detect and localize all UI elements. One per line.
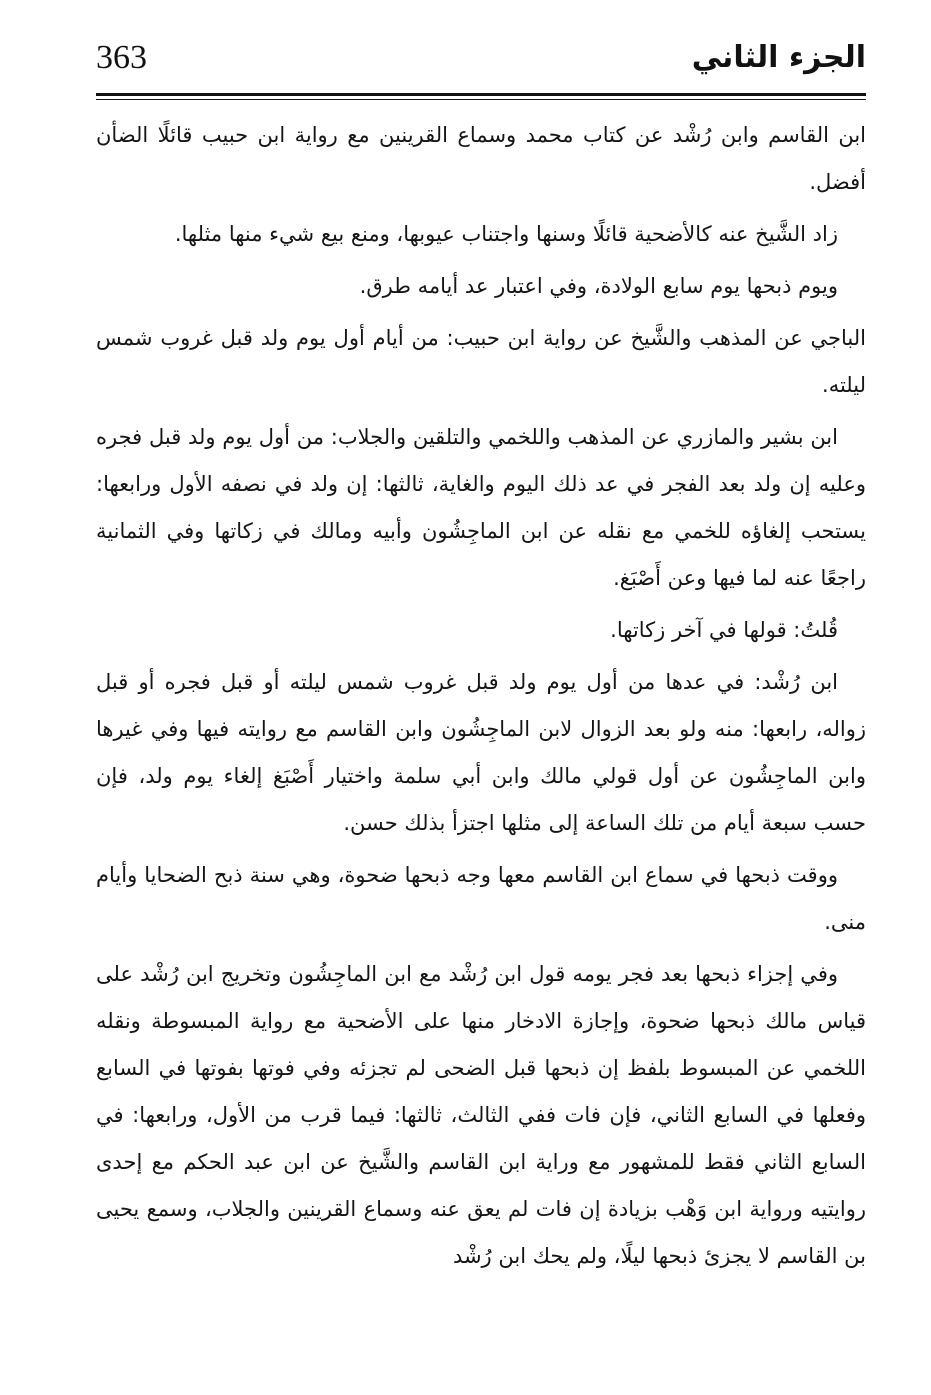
paragraph: وفي إجزاء ذبحها بعد فجر يومه قول ابن رُشْد مع ابن الماجِشُون وتخريج ابن رُشْد على قياس مالك ذبحها ضحوة، وإجازة الادخار منها على الأضحية مع رواية المبسوطة ونقله اللخمي عن المبسوط بلفظ إن ذبحها قبل الضحى لم تجزئه وفي فوتها بفوتها في السابع وفعلها في السابع الثاني، فإن فات ففي الثالث، ثالثها: فيما قرب من الأول، ورابعها: في السابع الثاني فقط للمشهور مع وراية ابن القاسم والشَّيخ عن ابن عبد الحكم مع إحدى روايتيه ورواية ابن وَهْب بزيادة إن فات لم يعق عنه وسماع القرينين والجلاب، وسمع يحيى بن القاسم لا يجزئ ذبحها ليلًا، ولم يحك ابن رُشْد <box>96 962 866 1268</box>
body-text <box>96 112 866 1285</box>
header-rule-thin <box>96 99 866 100</box>
paragraph: ويوم ذبحها يوم سابع الولادة، وفي اعتبار عد أيامه طرق. <box>359 274 838 298</box>
paragraph: ابن القاسم وابن رُشْد عن كتاب محمد وسماع القرينين مع رواية ابن حبيب قائلًا الضأن أفضل. <box>96 123 866 194</box>
header-rule <box>96 93 866 96</box>
paragraph: الباجي عن المذهب والشَّيخ عن رواية ابن حبيب: من أيام أول يوم ولد قبل غروب شمس ليلته. <box>96 326 866 397</box>
page-number: 363 <box>96 39 147 76</box>
page-header <box>96 34 866 90</box>
running-title: الجزء الثاني <box>691 40 866 75</box>
paragraph: قُلتُ: قولها في آخر زكاتها. <box>610 618 838 642</box>
paragraph: ابن رُشْد: في عدها من أول يوم ولد قبل غروب شمس ليلته أو قبل فجره أو قبل زواله، رابعها: منه ولو بعد الزوال لابن الماجِشُون وابن القاسم مع روايته فيها وفي غيرها وابن الماجِشُون عن أول قولي مالك وابن أبي سلمة واختيار أَصْبَغ إلغاء يوم ولد، فإن حسب سبعة أيام من تلك الساعة إلى مثلها اجتزأ بذلك حسن. <box>96 670 866 835</box>
paragraph: زاد الشَّيخ عنه كالأضحية قائلًا وسنها واجتناب عيوبها، ومنع بيع شيء منها مثلها. <box>174 222 838 246</box>
paragraph: ووقت ذبحها في سماع ابن القاسم معها وجه ذبحها ضحوة، وهي سنة ذبح الضحايا وأيام منى. <box>96 863 866 934</box>
paragraph: ابن بشير والمازري عن المذهب واللخمي والتلقين والجلاب: من أول يوم ولد قبل فجره وعليه إن ولد بعد الفجر في عد ذلك اليوم والغاية، ثالثها: إن ولد في نصفه الأول ورابعها: يستحب إلغاؤه للخمي مع نقله عن ابن الماجِشُون وأبيه ومالك في زكاتها وفي الثمانية راجعًا عنه لما فيها وعن أَصْبَغ. <box>96 425 866 590</box>
